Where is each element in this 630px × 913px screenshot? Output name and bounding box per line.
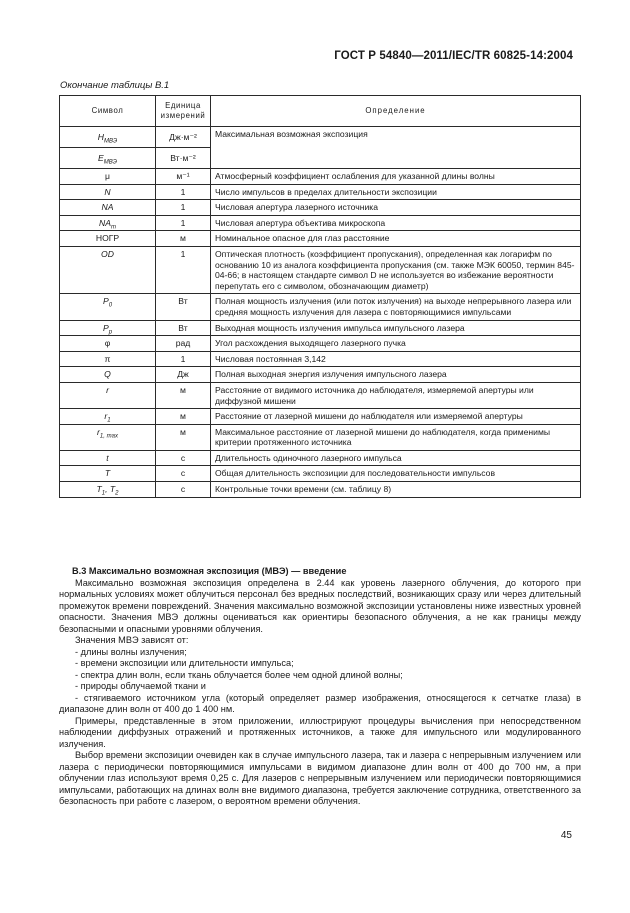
paragraph: Максимально возможная экспозиция определена в 2.44 как уровень лазерного облучения, до которого при нормальных условиях может облучиться персонал без вредных последствий, возникающих сразу или через длительный промежуток времени повреждений. Значения максимально возможной экспозиции установлены ниже известных уровней опасности. Значения МВЭ должны оцениваться как ориентиры безопасного облучения, а не как границы между безопасными и опасными уровнями облучения. bbox=[59, 577, 581, 634]
table-caption: Окончание таблицы В.1 bbox=[60, 80, 170, 91]
table-row bbox=[60, 169, 581, 185]
table-row bbox=[60, 200, 581, 216]
symbol-sub: 1 bbox=[101, 490, 106, 497]
symbol-sub: МВЭ bbox=[103, 159, 117, 166]
symbol-cell bbox=[60, 482, 156, 498]
unit-cell: 1 bbox=[156, 246, 211, 293]
definition-cell: Выходная мощность излучения импульса импульсного лазера bbox=[211, 320, 581, 336]
table-row bbox=[60, 409, 581, 425]
header-symbol: Символ bbox=[60, 96, 156, 127]
page-number: 45 bbox=[560, 830, 572, 841]
unit-cell: Вт bbox=[156, 294, 211, 320]
symbol-sub: p bbox=[108, 329, 113, 336]
symbol-main: P bbox=[102, 296, 109, 307]
definition-cell: Длительность одиночного лазерного импульса bbox=[211, 450, 581, 466]
table-row bbox=[60, 320, 581, 336]
unit-cell: Вт bbox=[156, 320, 211, 336]
symbol-cell: r bbox=[60, 382, 156, 408]
symbol-cell bbox=[60, 215, 156, 231]
table-row bbox=[60, 184, 581, 200]
definition-cell: Числовая апертура лазерного источника bbox=[211, 200, 581, 216]
symbol-cell: π bbox=[60, 351, 156, 367]
unit-cell: Дж·м⁻² bbox=[156, 127, 211, 148]
unit-cell: 1 bbox=[156, 351, 211, 367]
symbol-cell: NA bbox=[60, 200, 156, 216]
header-unit bbox=[156, 96, 211, 127]
table-row bbox=[60, 215, 581, 231]
symbol-cell: φ bbox=[60, 336, 156, 352]
symbol-sub: 1 bbox=[107, 417, 111, 424]
symbol-sub: 2 bbox=[115, 490, 119, 497]
symbol-cell bbox=[60, 127, 156, 148]
symbol-cell bbox=[60, 409, 156, 425]
symbol-suffix: , T bbox=[105, 484, 116, 495]
symbol-sub: МВЭ bbox=[104, 138, 118, 145]
symbol-cell bbox=[60, 424, 156, 450]
table-row bbox=[60, 367, 581, 383]
unit-cell: Вт·м⁻² bbox=[156, 148, 211, 169]
definition-cell: Атмосферный коэффициент ослабления для указанной длины волны bbox=[211, 169, 581, 185]
definition-cell: Полная мощность излучения (или поток излучения) на выходе непрерывного лазера или средняя мощность излучения для лазера с повторяющимися импульсами bbox=[211, 294, 581, 320]
standard-header: ГОСТ Р 54840—2011/IEC/TR 60825-14:2004 bbox=[334, 50, 573, 62]
unit-cell: рад bbox=[156, 336, 211, 352]
header-definition: Определение bbox=[211, 96, 581, 127]
symbol-main: E bbox=[98, 153, 104, 163]
unit-cell: м bbox=[156, 231, 211, 247]
symbol-main: r bbox=[97, 426, 100, 437]
table-row bbox=[60, 231, 581, 247]
table-row bbox=[60, 450, 581, 466]
unit-cell: м bbox=[156, 424, 211, 450]
symbol-cell: N bbox=[60, 184, 156, 200]
table-row bbox=[60, 294, 581, 320]
section-heading: В.3 Максимально возможная экспозиция (МВЭ) — введение bbox=[72, 566, 347, 576]
table-row bbox=[60, 466, 581, 482]
definition-cell: Максимальное расстояние от лазерной мишени до наблюдателя, когда применимы критерии протяженного источника bbox=[211, 424, 581, 450]
table-row bbox=[60, 424, 581, 450]
section-b3 bbox=[59, 566, 581, 808]
symbol-main: r bbox=[104, 411, 108, 422]
definition-cell: Числовая апертура объектива микроскопа bbox=[211, 215, 581, 231]
unit-cell: 1 bbox=[156, 200, 211, 216]
table-header-row bbox=[60, 96, 581, 127]
definition-cell: Угол расхождения выходящего лазерного пучка bbox=[211, 336, 581, 352]
table-row bbox=[60, 336, 581, 352]
unit-cell: 1 bbox=[156, 184, 211, 200]
symbol-cell: μ bbox=[60, 169, 156, 185]
unit-cell: м bbox=[156, 409, 211, 425]
table-row bbox=[60, 482, 581, 498]
list-item: - времени экспозиции или длительности импульса; bbox=[75, 658, 294, 668]
symbol-cell bbox=[60, 148, 156, 169]
list-item: - длины волны излучения; bbox=[75, 646, 187, 657]
symbol-main: H bbox=[97, 132, 104, 142]
symbol-sub: 0 bbox=[108, 303, 113, 310]
symbol-main: P bbox=[102, 322, 109, 333]
list-item: - спектра длин волн, если ткань облучается более чем одной длиной волны; bbox=[75, 669, 403, 680]
definition-cell: Полная выходная энергия излучения импульсного лазера bbox=[211, 367, 581, 383]
paragraph: Значения МВЭ зависят от: bbox=[75, 635, 189, 645]
definition-cell: Число импульсов в пределах длительности экспозиции bbox=[211, 184, 581, 200]
unit-cell: Дж bbox=[156, 367, 211, 383]
table-row bbox=[60, 246, 581, 293]
table-row bbox=[60, 127, 581, 148]
symbol-cell: t bbox=[60, 450, 156, 466]
symbol-cell: НОГР bbox=[60, 231, 156, 247]
header-unit-line1: Единица bbox=[165, 101, 201, 110]
paragraph: Выбор времени экспозиции очевиден как в случае импульсного лазера, так и лазера с непрерывным излучением или лазера с периодически повторяющимися импульсами в видимом диапазоне длин волн от 400 до 700 нм, а при облучении глаз используют время 0,25 с. Для лазеров с непрерывным излучением или периодически повторяющимися импульсами, работающих на длинах волн вне видимого диапазона, требуется заключение сотрудника, ответственного за безопасность при работе с лазером, о вероятном времени облучения. bbox=[59, 750, 581, 806]
definition-cell: Расстояние от видимого источника до наблюдателя, измеряемой апертуры или диффузной мишени bbox=[211, 382, 581, 408]
definition-cell: Оптическая плотность (коэффициент пропускания), определенная как логарифм по основанию 10 из аналога коэффициента пропускания (см. также МЭК 60050, термин 845-04-66; в настоящем стандарте символ D не используется во избежание вероятности перепутать его с символом, обозначающим диаметр) bbox=[211, 246, 581, 293]
unit-cell: м⁻¹ bbox=[156, 169, 211, 185]
definition-cell: Расстояние от лазерной мишени до наблюдателя или измеряемой апертуры bbox=[211, 409, 581, 425]
symbol-cell: Q bbox=[60, 367, 156, 383]
unit-cell: с bbox=[156, 482, 211, 498]
symbol-sub: 1, max bbox=[99, 433, 118, 440]
definition-cell: Номинальное опасное для глаз расстояние bbox=[211, 231, 581, 247]
definition-cell: Общая длительность экспозиции для последовательности импульсов bbox=[211, 466, 581, 482]
symbol-sub: m bbox=[110, 224, 116, 231]
unit-cell: м bbox=[156, 382, 211, 408]
list-item: - стягиваемого источником угла (который определяет размер изображения, относящегося к сетчатке глаза) в диапазоне длин волн от 400 до 1 400 нм. bbox=[59, 692, 581, 714]
paragraph: Примеры, представленные в этом приложении, иллюстрируют процедуры вычисления при непосредственном наблюдении диффузных отражений и протяженных источников, а также для импульсного или модулированного излучения. bbox=[59, 715, 581, 749]
definition-cell: Максимальная возможная экспозиция bbox=[211, 127, 581, 169]
unit-cell: с bbox=[156, 450, 211, 466]
symbol-cell bbox=[60, 294, 156, 320]
symbol-main: NA bbox=[99, 217, 111, 228]
table-row bbox=[60, 351, 581, 367]
unit-cell: с bbox=[156, 466, 211, 482]
symbols-table bbox=[59, 95, 581, 498]
definition-cell: Контрольные точки времени (см. таблицу 8) bbox=[211, 482, 581, 498]
symbol-cell: T bbox=[60, 466, 156, 482]
unit-cell: 1 bbox=[156, 215, 211, 231]
definition-cell: Числовая постоянная 3,142 bbox=[211, 351, 581, 367]
symbol-cell: OD bbox=[60, 246, 156, 293]
table-row bbox=[60, 382, 581, 408]
list-item: - природы облучаемой ткани и bbox=[75, 681, 206, 691]
symbol-main: T bbox=[96, 484, 102, 495]
header-unit-line2: измерений bbox=[160, 111, 206, 120]
symbol-cell bbox=[60, 320, 156, 336]
